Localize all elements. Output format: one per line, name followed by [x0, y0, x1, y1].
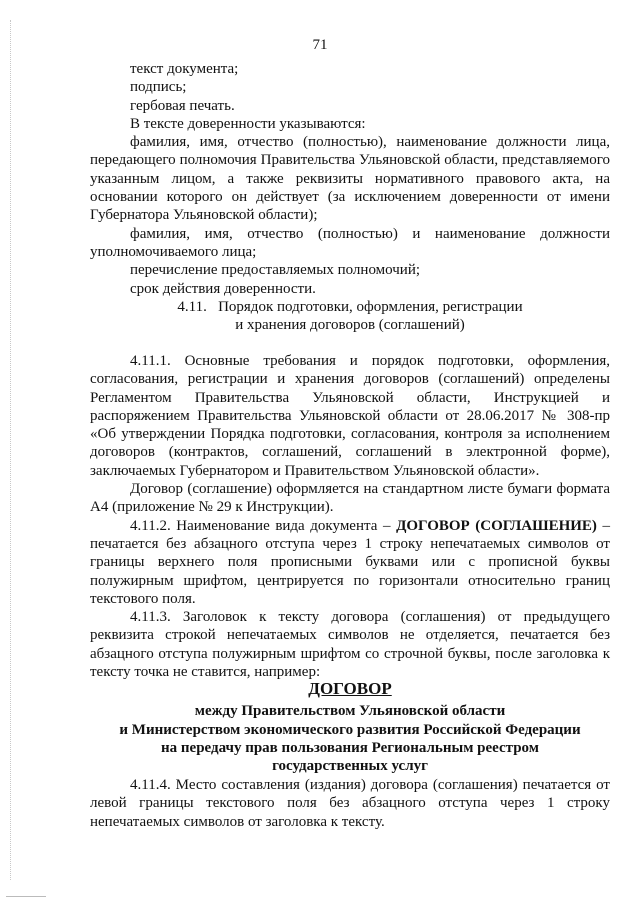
final-section [90, 776, 610, 831]
trust-item: перечисление предоставляемых полномочий; [130, 262, 421, 279]
example-line: государственных услуг [272, 758, 428, 775]
example-title: ДОГОВОР [308, 679, 392, 698]
example-line: на передачу прав пользования Региональным реестром [161, 739, 539, 756]
section-number: 4.11. [177, 299, 207, 315]
example-line: между Правительством Ульяновской области [194, 703, 506, 720]
trust-item: фамилия, имя, отчество (полностью) и наименование должности уполномочиваемого лица; [90, 225, 610, 260]
list-item: текст документа; [130, 61, 239, 77]
paragraph-4-11-2: 4.11.2. Наименование вида документа – ДОГОВОР (СОГЛАШЕНИЕ) – печатается без абзацного отступа через 1 строку непечатаемых символов от границы верхнего поля прописными буквами или с прописной буквы полужирным шрифтом, центрируется по горизонтали относительно границ текстового поля. [90, 517, 610, 607]
page-number: 71 [312, 37, 328, 53]
section-title-line1: Порядок подготовки, оформления, регистрации [218, 299, 523, 315]
paragraph-4-11-4: 4.11.4. Место составления (издания) договора (соглашения) печатается от левой границы текстового поля без абзацного отступа через 1 строку непечатаемых символов от заголовка к тексту. [90, 777, 610, 830]
paragraph-4-11-3: 4.11.3. Заголовок к тексту договора (соглашения) от предыдущего реквизита строкой непечатаемых символов не отделяется, печатается без абзацного отступа полужирным шрифтом со строчной буквы, после заголовка к тексту точка не ставится, например: [90, 609, 610, 681]
list-item: подпись; [130, 79, 187, 96]
trust-item: срок действия доверенности. [130, 280, 316, 297]
section-title-line2: и хранения договоров (соглашений) [235, 317, 465, 334]
paragraph-format: Договор (соглашение) оформляется на стандартном листе бумаги формата А4 (приложение № 29 к Инструкции). [90, 481, 610, 516]
doc-type-bold: ДОГОВОР (СОГЛАШЕНИЕ) [396, 517, 597, 534]
trust-item: фамилия, имя, отчество (полностью), наименование должности лица, передающего полномочия Правительства Ульяновской области, представляемого указанным лицом, а также реквизиты нормативного правового акта, на основании которого он действует (за исключением доверенности от имени Губернатора Ульяновской области); [90, 134, 610, 224]
list-item: гербовая печать. [130, 97, 235, 114]
trust-intro: В тексте доверенности указываются: [130, 115, 366, 132]
example-line: и Министерством экономического развития Российской Федерации [119, 721, 581, 738]
page-edge-line [10, 20, 12, 880]
example-block [90, 680, 610, 775]
footer-mark [6, 896, 46, 897]
paragraph-4-11-1: 4.11.1. Основные требования и порядок подготовки, оформления, согласования, регистрации и хранения договоров (соглашений) определены Регламентом Правительства Ульяновской области, Инструкцией и распоряжением Правительства Ульяновской области от 28.06.2017 № 308-пр «Об утверждении Порядка подготовки, согласования, контроля за исполнением договоров (контрактов, соглашений, соглашений в электронной форме), заключаемых Губернатором и Правительством Ульяновской области». [90, 353, 610, 479]
top-list [90, 60, 610, 298]
section-heading [90, 298, 610, 335]
section-body [90, 352, 610, 681]
